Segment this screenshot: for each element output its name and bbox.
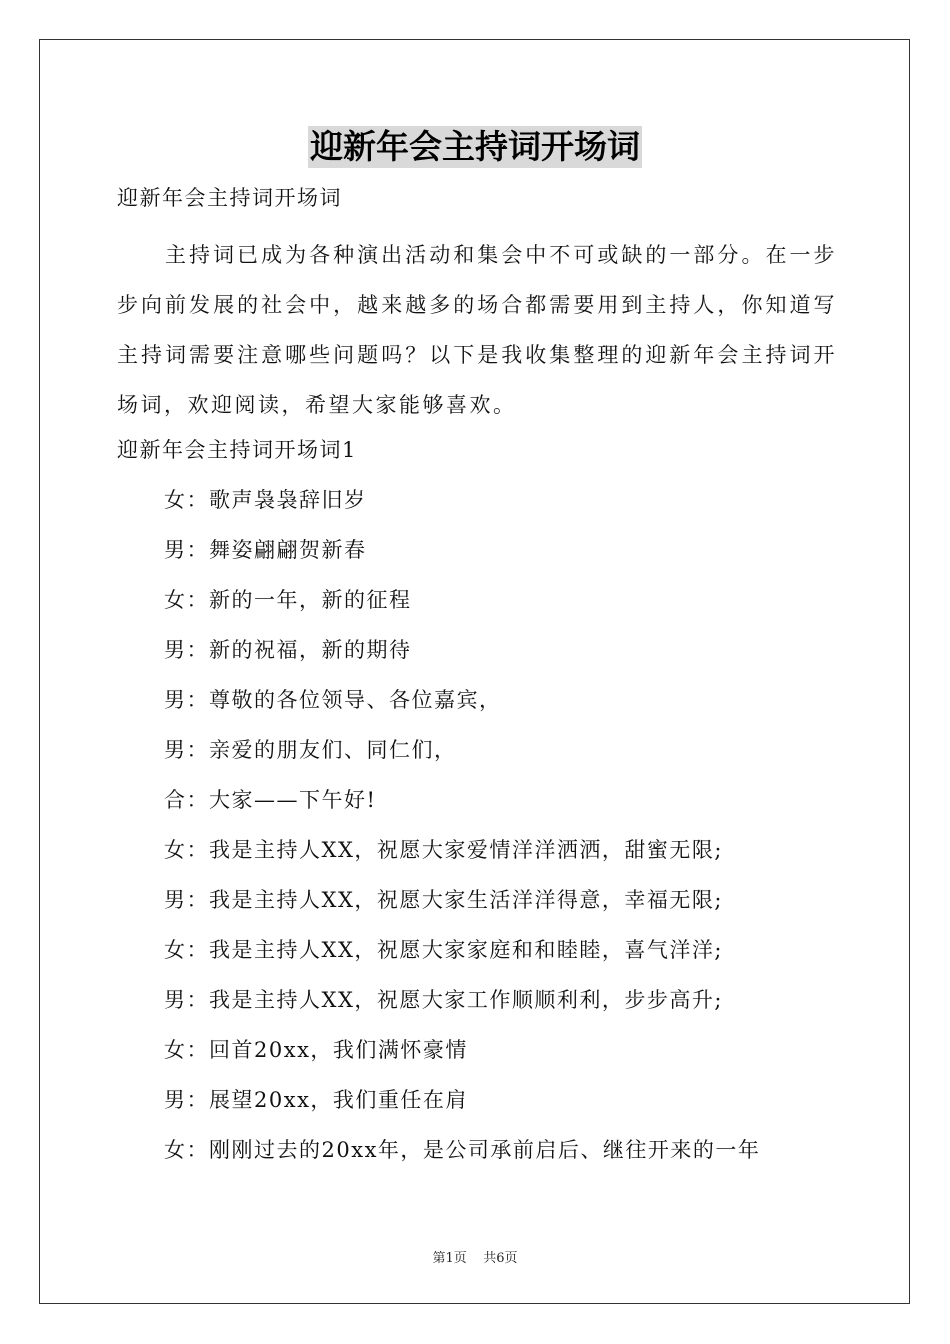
dialogue-line: 女：歌声袅袅辞旧岁 bbox=[164, 488, 367, 512]
section-heading: 迎新年会主持词开场词1 bbox=[117, 438, 357, 462]
dialogue-line: 女：回首20xx，我们满怀豪情 bbox=[164, 1038, 468, 1062]
document-subtitle: 迎新年会主持词开场词 bbox=[117, 186, 342, 210]
dialogue-line: 男：我是主持人XX，祝愿大家工作顺顺利利，步步高升; bbox=[164, 988, 723, 1012]
dialogue-line: 女：我是主持人XX，祝愿大家爱情洋洋洒洒，甜蜜无限; bbox=[164, 838, 723, 862]
title-area bbox=[0, 126, 950, 168]
dialogue-line: 男：舞姿翩翩贺新春 bbox=[164, 538, 367, 562]
dialogue-line: 男：尊敬的各位领导、各位嘉宾， bbox=[164, 688, 502, 712]
dialogue-line: 女：刚刚过去的20xx年，是公司承前启后、继往开来的一年 bbox=[164, 1138, 761, 1162]
dialogue-line: 女：我是主持人XX，祝愿大家家庭和和睦睦，喜气洋洋; bbox=[164, 938, 723, 962]
document-body bbox=[117, 180, 837, 1182]
dialogue-line: 男：新的祝福，新的期待 bbox=[164, 638, 412, 662]
page-number-current: 第1页 bbox=[432, 1251, 467, 1266]
dialogue-line: 男：展望20xx，我们重任在肩 bbox=[164, 1088, 468, 1112]
dialogue-line: 男：我是主持人XX，祝愿大家生活洋洋得意，幸福无限; bbox=[164, 888, 723, 912]
dialogue-line: 女：新的一年，新的征程 bbox=[164, 588, 412, 612]
dialogue-list bbox=[117, 482, 837, 1182]
page-number-total: 共6页 bbox=[483, 1251, 518, 1266]
intro-paragraph: 主持词已成为各种演出活动和集会中不可或缺的一部分。在一步步向前发展的社会中，越来越多的场合都需要用到主持人，你知道写主持词需要注意哪些问题吗？以下是我收集整理的迎新年会主持词开场词，欢迎阅读，希望大家能够喜欢。 bbox=[117, 243, 837, 417]
dialogue-line: 男：亲爱的朋友们、同仁们， bbox=[164, 738, 457, 762]
dialogue-line: 合：大家——下午好! bbox=[164, 788, 377, 812]
page-footer bbox=[0, 1247, 950, 1266]
document-title: 迎新年会主持词开场词 bbox=[310, 127, 640, 166]
